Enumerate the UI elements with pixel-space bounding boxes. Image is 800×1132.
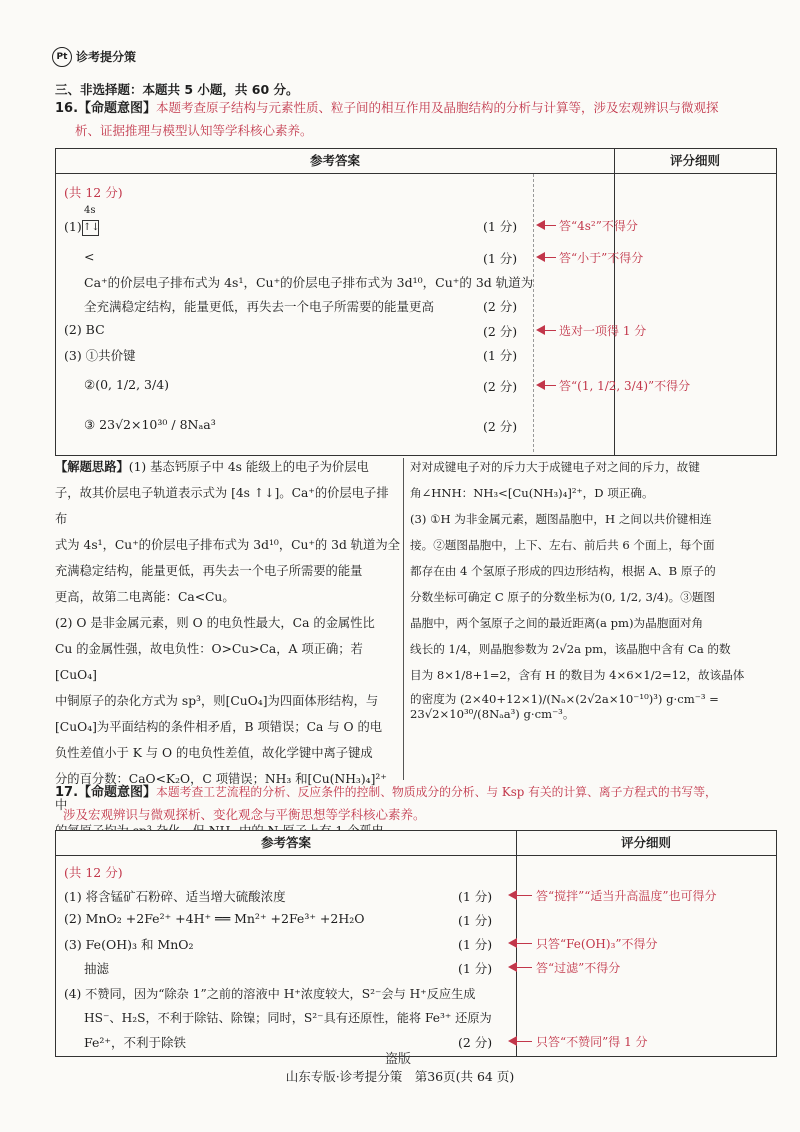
q16-answer-6: (3) ①共价键 bbox=[64, 348, 136, 363]
q16-note-5: 选对一项得 1 分 bbox=[559, 324, 647, 338]
arrow-icon bbox=[510, 895, 532, 896]
q16-analysis-label: 【解题思路】 bbox=[55, 459, 129, 474]
q16-number: 16. bbox=[55, 101, 79, 116]
q16-points-6: (1 分) bbox=[483, 348, 518, 363]
page-footer: 山东专版·诊考提分策 第36页(共 64 页) bbox=[285, 1069, 515, 1084]
q17-answer-6: HS⁻、H₂S，不利于除钴、除镍；同时，S²⁻具有还原性，能将 Fe³⁺ 还原为 bbox=[84, 1011, 492, 1025]
q17-points-4: (1 分) bbox=[458, 961, 493, 976]
q16-points-7: (2 分) bbox=[483, 379, 518, 394]
q17-number: 17. bbox=[55, 785, 79, 800]
arrow-icon bbox=[510, 1041, 532, 1042]
q16-intent-line2: 析、证据推理与模型认知等学科核心素养。 bbox=[75, 123, 313, 138]
arrow-icon bbox=[538, 330, 556, 331]
q16-note-1: 答“4s²”不得分 bbox=[559, 219, 638, 233]
q16-answer-8: ③ 23√2×10³⁰ / 8Nₐa³ bbox=[84, 417, 216, 432]
q16-intent-line1: 本题考查原子结构与元素性质、粒子间的相互作用及晶胞结构的分析与计算等，涉及宏观辨识与微观探 bbox=[156, 100, 719, 115]
q17-note-3: 只答“Fe(OH)₃”不得分 bbox=[536, 937, 658, 951]
q17-points-1: (1 分) bbox=[458, 889, 493, 904]
q16-points-2: (1 分) bbox=[483, 251, 518, 266]
q17-intent-line2: 涉及宏观辨识与微观探析、变化观念与平衡思想等学科核心素养。 bbox=[63, 807, 426, 822]
q17-header-rubric: 评分细则 bbox=[516, 831, 776, 856]
q16-points-4: (2 分) bbox=[483, 299, 518, 314]
q17-note-1: 答“搅拌”“适当升高温度”也可得分 bbox=[536, 889, 717, 903]
brand-title: 诊考提分策 bbox=[76, 50, 137, 64]
q16-header-answer: 参考答案 bbox=[56, 149, 614, 174]
q16-answer-1: (1) bbox=[64, 219, 82, 234]
stamp-text: 盗版 bbox=[385, 1052, 412, 1067]
q16-points-8: (2 分) bbox=[483, 419, 518, 434]
q17-points-7: (2 分) bbox=[458, 1035, 493, 1050]
q16-answer-4: 全充满稳定结构，能量更低，再失去一个电子所需要的能量更高 bbox=[84, 299, 435, 314]
q16-answer-3: Ca⁺的价层电子排布式为 4s¹，Cu⁺的价层电子排布式为 3d¹⁰，Cu⁺的 3d 轨道为 bbox=[84, 275, 534, 290]
q16-orbital-box: ↑↓ bbox=[82, 219, 99, 236]
q16-orbital-label: 4s bbox=[84, 205, 96, 216]
q17-answer-4: 抽滤 bbox=[84, 961, 110, 976]
arrow-icon bbox=[538, 225, 556, 226]
q17-answer-2: (2) MnO₂ +2Fe²⁺ +4H⁺ ══ Mn²⁺ +2Fe³⁺ +2H₂O bbox=[64, 911, 365, 926]
q16-answer-5: (2) BC bbox=[64, 322, 105, 337]
q16-analysis-left: 【解题思路】(1) 基态钙原子中 4s 能级上的电子为价层电 子，故其价层电子轨道表示式为 [4s ↑↓]。Ca⁺的价层电子排布 式为 4s¹，Cu⁺的价层电子排布式为 3d¹⁰，Cu⁺的 3d 轨道为全 充满稳定结构，能量更低，再失去一个电子所需要的能量 更高，故第二电离能：Ca<Cu。 (2) O 是非金属元素，则 O 的电负性最大，Ca 的金属性比 Cu 的金属性强，故电负性：O>Cu>Ca，A 项正确；若[CuO₄] 中铜原子的杂化方式为 sp³，则[CuO₄]为四面体形结构，与 [CuO₄]为平面结构的条件相矛盾，B 项错误；Ca 与 O 的电 负性差值小于 K 与 O 的电负性差值，故化学键中离子键成 分的百分数：CaO<K₂O，C 项错误；NH₃ 和[Cu(NH₃)₄]²⁺ 中 bbox=[55, 459, 400, 812]
q17-answer-7: Fe²⁺，不利于除铁 bbox=[84, 1035, 186, 1050]
q16-note-2: 答“小于”不得分 bbox=[559, 251, 644, 265]
q16-intent bbox=[55, 97, 775, 142]
q16-analysis-right: 对对成键电子对的斥力大于成键电子对之间的斥力，故键 角∠HNH：NH₃<[Cu(NH₃)₄]²⁺，D 项正确。 (3) ①H 为非金属元素，题图晶胞中，H 之间以共价键相连 接。②题图晶胞中，上下、左右、前后共 6 个面上，每个面 都存在由 4 个氢原子形成的四边形结构，根据 A、B 原子的 分数坐标可确定 C 原子的分数坐标为(0, 1/2, 3/4)。③题图 晶胞中，两个氢原子之间的最近距离(a pm)为晶胞面对角 线长的 1/4，则晶胞参数为 2√2a pm，该晶胞中含有 Ca 的数 目为 8×1/8+1=2，含有 H 的数目为 4×6×1/2=12，故该晶体 的密度为 (2×40+12×1)/(Nₐ×(2√2a×10⁻¹⁰)³) g·cm⁻³ = 23√2×10³⁰/(8Nₐa³) g·cm⁻³。 bbox=[410, 460, 745, 721]
q17-note-7: 只答“不赞同”得 1 分 bbox=[536, 1035, 648, 1049]
q17-total: (共 12 分) bbox=[64, 865, 123, 880]
arrow-icon bbox=[538, 385, 556, 386]
q16-header-rubric: 评分细则 bbox=[614, 149, 776, 174]
arrow-icon bbox=[510, 943, 532, 944]
q17-intent-line1: 本题考查工艺流程的分析、反应条件的控制、物质成分的分析、与 Ksp 有关的计算、离子方程式的书写等， bbox=[156, 785, 717, 799]
q17-answer-5: (4) 不赞同，因为“除杂 1”之前的溶液中 H⁺浓度较大，S²⁻会与 H⁺反应生成 bbox=[64, 987, 476, 1001]
arrow-icon bbox=[510, 967, 532, 968]
q17-points-2: (1 分) bbox=[458, 913, 493, 928]
q16-total: (共 12 分) bbox=[64, 185, 123, 200]
q17-intent bbox=[55, 781, 775, 826]
brand-logo-icon: Pt bbox=[52, 47, 72, 67]
q17-note-4: 答“过滤”不得分 bbox=[536, 961, 621, 975]
q16-note-7: 答“(1, 1/2, 3/4)”不得分 bbox=[559, 379, 691, 393]
q16-intent-label: 【命题意图】 bbox=[78, 101, 157, 116]
q16-points-1: (1 分) bbox=[483, 219, 518, 234]
q16-answer-2: < bbox=[84, 249, 95, 264]
q16-points-5: (2 分) bbox=[483, 324, 518, 339]
q17-header-answer: 参考答案 bbox=[56, 831, 516, 856]
q17-intent-label: 【命题意图】 bbox=[78, 785, 157, 800]
q17-answer-1: (1) 将含锰矿石粉碎、适当增大硫酸浓度 bbox=[64, 889, 286, 904]
q16-answer-7: ②(0, 1/2, 3/4) bbox=[84, 377, 170, 392]
q17-answer-3: (3) Fe(OH)₃ 和 MnO₂ bbox=[64, 937, 194, 952]
q17-points-3: (1 分) bbox=[458, 937, 493, 952]
section-title: 三、非选择题：本题共 5 小题，共 60 分。 bbox=[55, 82, 299, 97]
q17-answer-table bbox=[55, 830, 777, 1057]
arrow-icon bbox=[538, 257, 556, 258]
q16-answer-table bbox=[55, 148, 777, 456]
